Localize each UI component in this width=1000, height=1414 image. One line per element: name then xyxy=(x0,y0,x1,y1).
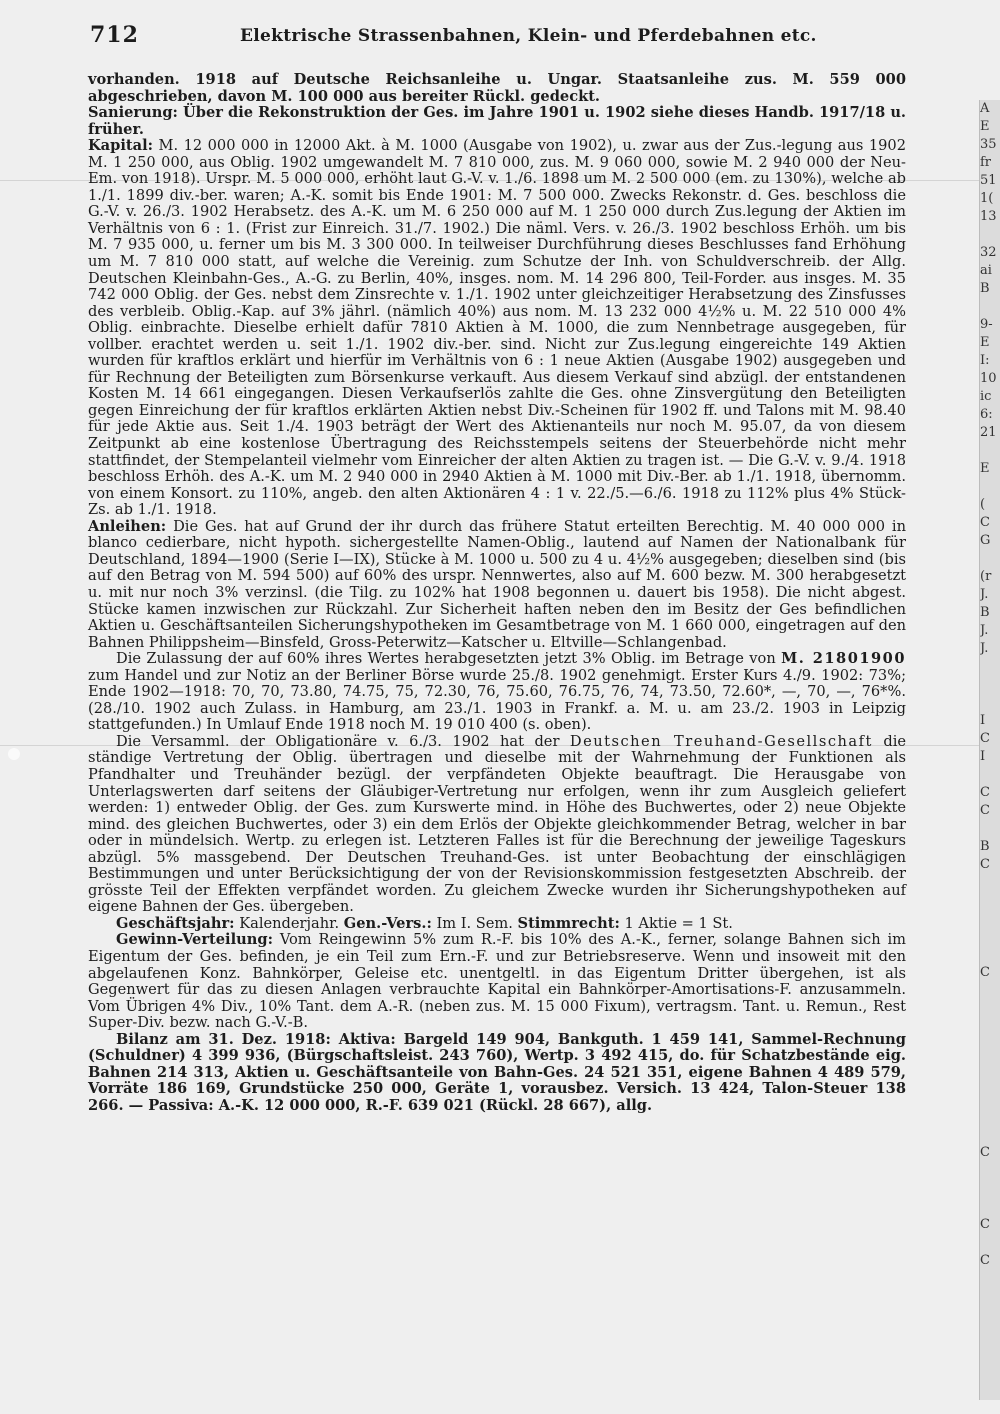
gutter-fragment xyxy=(980,442,1000,460)
gutter-fragment xyxy=(980,694,1000,712)
paragraph xyxy=(88,734,906,916)
gutter-fragment: E xyxy=(980,461,990,476)
gutter-fragment xyxy=(980,1162,1000,1180)
gutter-fragment: I: xyxy=(980,353,990,368)
paragraph xyxy=(88,916,906,933)
paper-spot xyxy=(8,748,20,760)
page-number: 712 xyxy=(90,22,139,48)
gutter-fragment: B xyxy=(980,281,990,296)
text-run: Vom Reingewinn 5% zum R.-F. bis 10% des A.-K., ferner, solange Bahnen sich im Eigentum der Ges. befinden, je ein Teil zum Ern.-F. und zur Betriebsreserve. Wenn und insoweit mit den abgelaufenen Konz. Bahnkörper, Geleise etc. unentgeltl. in das Eigentum Dritter übergehen, ist als Gegenwert für das zu diesen Anlagen verbrauchte Kapital ein Bahnkörper-Amortisations-F. anzusammeln. Vom Übrigen 4% Div., 10% Tant. dem A.-R. (neben zus. M. 15 000 Fixum), vertragsm. Tant. u. Remun., Rest Super-Div. bezw. nach G.-V.-B. xyxy=(88,931,906,1032)
gutter-fragment xyxy=(980,658,1000,676)
gutter-fragment xyxy=(980,928,1000,946)
text-run: Kapital: xyxy=(88,137,154,155)
gutter-fragment: fr xyxy=(980,155,992,170)
gutter-fragment xyxy=(980,550,1000,568)
gutter-fragment xyxy=(980,820,1000,838)
text-run: die ständige Vertretung der Oblig. übertragen und dieselbe mit der Wahrnehmung der Funktionen als Pfandhalter und Treuhänder bezügl. der verpfändeten Objekte beauftragt. Die Herausgabe von Unterlagswerten darf seitens der Gläubiger-Vertretung nur erfolgen, wenn ihr zum Ausgleich geliefert werden: 1) entweder Oblig. der Ges. zum Kurswerte mind. in Höhe des Buchwertes, oder 2) neue Objekte mind. des gleichen Buchwertes, oder 3) ein dem Erlös der Objekte gleichkommender Betrag, welcher in bar oder in mündelsich. Wertp. zu erlegen ist. Letzteren Falles ist für die Berechnung der jeweilige Tageskurs abzügl. 5% massgebend. Der Deutschen Treuhand-Ges. ist unter Beobachtung der einschlägigen Bestimmungen und unter Berücksichtigung der von der Revisionskommission festgesetzten Abschreib. der grösste Teil der Effekten verpfändet worden. Zu gleichem Zwecke wurden ihr Sicherungshypotheken auf eigene Bahnen der Ges. übergeben. xyxy=(88,732,906,916)
gutter-fragment xyxy=(980,1072,1000,1090)
gutter-fragment: B xyxy=(980,839,990,854)
gutter-fragment xyxy=(980,946,1000,964)
paragraph xyxy=(88,138,906,519)
text-run: Kalenderjahr. xyxy=(234,914,344,932)
gutter-fragment xyxy=(980,676,1000,694)
gutter-fragment xyxy=(980,1126,1000,1144)
gutter-fragment xyxy=(980,982,1000,1000)
gutter-fragment xyxy=(980,1198,1000,1216)
gutter-fragment xyxy=(980,1234,1000,1252)
gutter-fragment xyxy=(980,910,1000,928)
gutter-fragment: 13 xyxy=(980,209,997,224)
gutter-fragment: I xyxy=(980,749,986,764)
text-run: Geschäftsjahr: xyxy=(116,914,235,932)
paragraph xyxy=(88,105,906,138)
gutter-fragment: C xyxy=(980,1217,990,1232)
gutter-fragment: E xyxy=(980,335,990,350)
text-run: M. 12 000 000 in 12000 Akt. à M. 1000 (Ausgabe von 1902), u. zwar aus der Zus.-legung aus 1902 M. 1 250 000, aus Oblig. 1902 umgewandelt M. 7 810 000, zus. M. 9 060 000, sowie M. 2 940 000 der Neu-Em. von 1918). Urspr. M. 5 000 000, erhöht laut G.-V. v. 1./6. 1898 um M. 2 500 000 (em. zu 130%), welche ab 1./1. 1899 div.-ber. waren; A.-K. somit bis Ende 1901: M. 7 500 000. Zwecks Rekonstr. d. Ges. beschloss die G.-V. v. 26./3. 1902 Herabsetz. des A.-K. um M. 6 250 000 auf M. 1 250 000 durch Zus.legung der Aktien im Verhältnis von 6 : 1. (Frist zur Einreich. 31./7. 1902.) Die näml. Vers. v. 26./3. 1902 beschloss Erhöh. um bis M. 7 935 000, u. ferner um bis M. 3 300 000. In teilweiser Durchführung dieses Beschlusses fand Erhöhung um M. 7 810 000 statt, auf welche die Vereinig. zum Schutze der Inh. von Schuldverschreib. der Allg. Deutschen Kleinbahn-Ges., A.-G. zu Berlin, 40%, insges. nom. M. 14 296 800, Teil-Forder. aus insges. M. 35 742 000 Oblig. der Ges. nebst dem Zinsrechte v. 1./1. 1902 unter gleichzeitiger Herabsetzung des Zinsfusses des verbleib. Oblig.-Kap. auf 3% jährl. (nämlich 40%) aus nom. M. 13 232 000 4½% u. M. 22 510 000 4% Oblig. einbrachte. Dieselbe erhielt dafür 7810 Aktien à M. 1000, die zum Nennbetrage ausgegeben, für vollber. erachtet werden u. seit 1./1. 1902 div.-ber. sind. Nicht zur Zus.legung eingereichte 149 Aktien wurden für kraftlos erklärt und hierfür im Verhältnis von 6 : 1 neue Aktien (Ausgabe 1902) ausgegeben und für Rechnung der Beteiligten zum Börsenkurse verkauft. Aus diesem Verkauf sind abzügl. der entstandenen Kosten M. 14 661 eingegangen. Diesen Verkaufserlös zahlte die Ges. ohne Zinsvergütung den Beteiligten gegen Einreichung der für kraftlos erklärten Aktien nebst Div.-Scheinen für 1902 ff. und Talons mit M. 98.40 für jede Aktie aus. Seit 1./4. 1903 beträgt der Wert des Aktienanteils nur noch M. 95.07, da von diesem Zeitpunkt ab eine kostenlose Übertragung des Reichsstempels seitens der Steuerbehörde nicht mehr stattfindet, der Stempelanteil vielmehr vom Einreicher der alten Aktien zu tragen ist. — Die G.-V. v. 9./4. 1918 beschloss Erhöh. des A.-K. um M. 2 940 000 in 2940 Aktien à M. 1000 mit Div.-Ber. ab 1./1. 1918, übernomm. von einem Konsort. zu 110%, angeb. den alten Aktionären 4 : 1 v. 22./5.—6./6. 1918 zu 112% plus 4% Stück-Zs. ab 1./1. 1918. xyxy=(88,137,906,519)
paragraph xyxy=(88,1032,906,1115)
paragraph xyxy=(88,72,906,105)
gutter-fragment: C xyxy=(980,1253,990,1268)
text-column xyxy=(88,72,906,1114)
gutter-fragment: C xyxy=(980,515,990,530)
text-run: Gewinn-Verteilung: xyxy=(116,931,273,949)
text-run: Die Ges. hat auf Grund der ihr durch das frühere Statut erteilten Berechtig. M. 40 000 000 in blanco cedierbare, nicht hypoth. sichergestellte Namen-Oblig., lautend auf Namen der Nationalbank für Deutschland, 1894—1900 (Serie I—IX), Stücke à M. 1000 u. 500 zu 4 u. 4½% ausgegeben; dieselben sind (bis auf den Betrag von M. 594 500) auf 60% des urspr. Nennwertes, also auf M. 600 bezw. M. 300 herabgesetzt u. mit nur noch 3% verzinsl. (die Tilg. zu 102% hat 1908 begonnen u. dauert bis 1958). Die nicht abgest. Stücke kamen inzwischen zur Rückzahl. Zur Sicherheit haften neben den im Besitz der Ges befindlichen Aktien u. Geschäftsanteilen Sicherungshypotheken im Gesamtbetrage von M. 1 660 000, eingetragen auf den Bahnen Philippsheim—Binsfeld, Gross-Peterwitz—Katscher u. Eltville—Schlangenbad. xyxy=(88,517,906,651)
gutter-fragment: C xyxy=(980,857,990,872)
gutter-fragment: 32 xyxy=(980,245,997,260)
gutter-fragment xyxy=(980,1090,1000,1108)
gutter-fragment: ic xyxy=(980,389,992,404)
adjacent-page-edge xyxy=(979,100,1000,1400)
gutter-fragment: (r xyxy=(980,569,992,584)
gutter-fragment: ( xyxy=(980,497,986,512)
gutter-fragment: C xyxy=(980,1145,990,1160)
text-run: Sanierung: Über die Rekonstruktion der Ges. im Jahre 1901 u. 1902 siehe dieses Handb. 1917/18 u. früher. xyxy=(88,104,907,138)
gutter-fragment: C xyxy=(980,785,990,800)
text-run: Stimmrecht: xyxy=(517,914,620,932)
text-run: Deutschen Treuhand-Gesellschaft xyxy=(569,732,873,750)
gutter-fragment xyxy=(980,1180,1000,1198)
gutter-fragment: 35 xyxy=(980,137,997,152)
gutter-fragment: C xyxy=(980,731,990,746)
gutter-fragment: J. xyxy=(980,623,989,638)
gutter-fragment: 1( xyxy=(980,191,994,206)
gutter-fragment: 6: xyxy=(980,407,993,422)
gutter-fragment: 10 xyxy=(980,371,997,386)
gutter-fragment xyxy=(980,478,1000,496)
gutter-fragment: J. xyxy=(980,587,989,602)
gutter-fragment xyxy=(980,766,1000,784)
gutter-fragment xyxy=(980,226,1000,244)
gutter-fragment: C xyxy=(980,965,990,980)
text-run: Die Zulassung der auf 60% ihres Wertes herabgesetzten jetzt 3% Oblig. im Betrage von xyxy=(116,650,782,668)
paragraph xyxy=(88,651,906,734)
text-run: Bilanz am 31. Dez. 1918: Aktiva: Bargeld 149 904, Bankguth. 1 459 141, Sammel-Rechnung (Schuldner) 4 399 936, (Bürgschaftsleist. 243 760), Wertp. 3 492 415, do. für Schatzbestände eig. Bahnen 214 313, Aktien u. Geschäftsanteile von Bahn-Ges. 24 521 351, eigene Bahnen 4 489 579, Vorräte 186 169, Grundstücke 250 000, Geräte 1, vorausbez. Versich. 13 424, Talon-Steuer 138 266. — Passiva: A.-K. 12 000 000, R.-F. 639 021 (Rückl. 28 667), allg. xyxy=(88,1030,906,1114)
text-run: Die Versamml. der Obligationäre v. 6./3. 1902 hat der xyxy=(116,732,570,750)
gutter-fragment xyxy=(980,1018,1000,1036)
gutter-fragment: I xyxy=(980,713,986,728)
text-run: vorhanden. 1918 auf Deutsche Reichsanleihe u. Ungar. Staatsanleihe zus. M. 559 000 abgeschrieben, davon M. 100 000 aus bereiter Rückl. gedeckt. xyxy=(88,71,906,105)
gutter-fragment xyxy=(980,1054,1000,1072)
gutter-fragment: 51 xyxy=(980,173,997,188)
text-run: 1 Aktie = 1 St. xyxy=(619,914,733,932)
text-run: Anleihen: xyxy=(88,517,167,535)
running-title: Elektrische Strassenbahnen, Klein- und Pferdebahnen etc. xyxy=(240,26,817,46)
gutter-fragment: G xyxy=(980,533,991,548)
gutter-fragment: 9- xyxy=(980,317,993,332)
paragraph xyxy=(88,519,906,651)
gutter-fragment: 21 xyxy=(980,425,997,440)
gutter-fragment xyxy=(980,298,1000,316)
gutter-fragment: B xyxy=(980,605,990,620)
gutter-fragment xyxy=(980,1270,1000,1288)
gutter-fragment xyxy=(980,1000,1000,1018)
gutter-fragment xyxy=(980,1108,1000,1126)
text-run: M. 21801900 xyxy=(781,650,906,668)
text-run: Im I. Sem. xyxy=(431,914,518,932)
text-run: zum Handel und zur Notiz an der Berliner Börse wurde 25./8. 1902 genehmigt. Erster Kurs 4./9. 1902: 73%; Ende 1902—1918: 70, 70, 73.80, 74.75, 75, 72.30, 76, 75.60, 76.75, 76, 74, 73.50, 72.60*, —, 70, —, 76*%. (28./10. 1902 auch Zulass. in Hamburg, am 23./1. 1903 in Frankf. a. M. u. am 23./2. 1903 in Leipzig stattgefunden.) In Umlauf Ende 1918 noch M. 19 010 400 (s. oben). xyxy=(88,666,906,734)
gutter-fragment: C xyxy=(980,803,990,818)
paragraph xyxy=(88,932,906,1031)
gutter-fragment xyxy=(980,874,1000,892)
page-header xyxy=(90,22,920,54)
text-run: Gen.-Vers.: xyxy=(343,914,432,932)
gutter-fragment xyxy=(980,892,1000,910)
gutter-fragment: J. xyxy=(980,641,989,656)
gutter-fragment: A xyxy=(980,101,990,116)
gutter-fragment: ai xyxy=(980,263,992,278)
gutter-fragment: E xyxy=(980,119,990,134)
gutter-fragment xyxy=(980,1036,1000,1054)
